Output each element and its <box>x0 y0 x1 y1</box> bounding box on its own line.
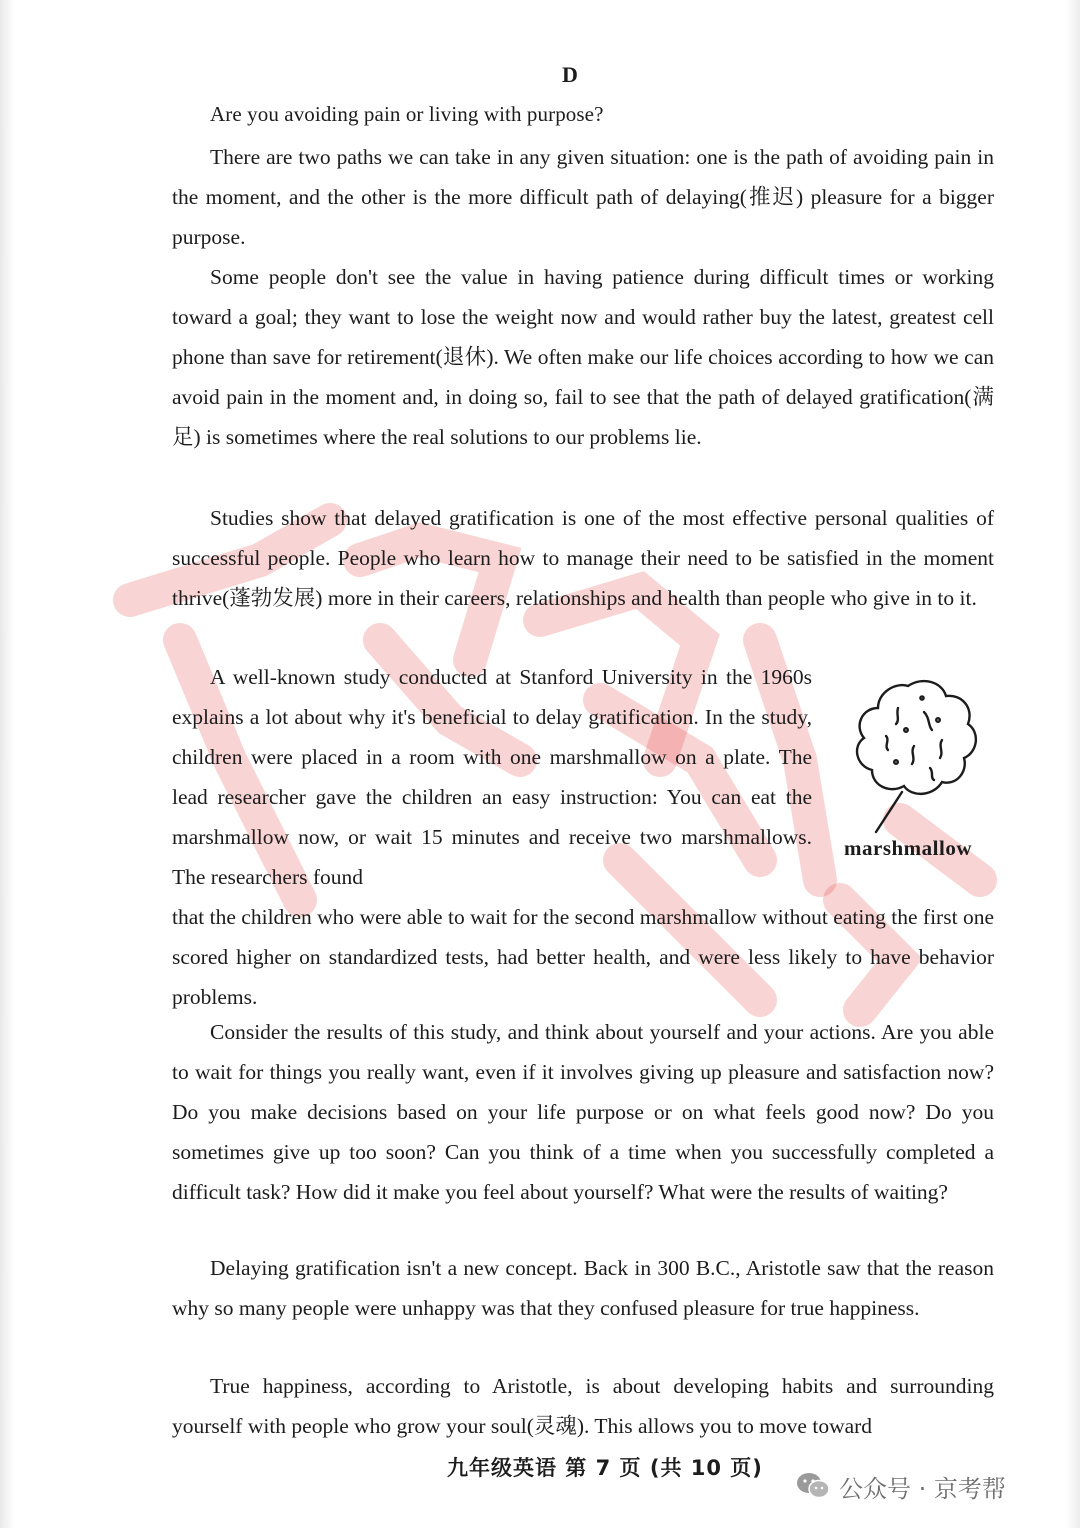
page-footer: 九年级英语 第 7 页 (共 10 页) <box>447 1456 763 1480</box>
paragraph-2: Some people don't see the value in having patience during difficult times or working toward a goal; they want to lose the weight now and would rather buy the latest, greatest cell phone than save for retirement(退休). We often make our life choices according to how we can avoid pain in the moment and, in doing so, fail to see that the path of delayed gratification(满足) is sometimes where the real solutions to our problems lie. <box>172 265 994 449</box>
marshmallow-icon <box>838 668 988 858</box>
wechat-icon <box>795 1471 831 1501</box>
paragraph-6: Delaying gratification isn't a new concept. Back in 300 B.C., Aristotle saw that the reason why so many people were unhappy was that they confused pleasure for true happiness. <box>172 1256 994 1320</box>
paragraph-7: True happiness, according to Aristotle, is about developing habits and surrounding yourself with people who grow your soul(灵魂). This allows you to move toward <box>172 1374 994 1438</box>
paragraph-4-narrow: A well-known study conducted at Stanford University in the 1960s explains a lot about why it's beneficial to delay gratification. In the study, children were placed in a room with one marshmallow on a plate. The lead researcher gave the children an easy instruction: You can eat the marshmallow now, or wait 15 minutes and receive two marshmallows. The researchers found <box>172 665 812 889</box>
paragraph-5: Consider the results of this study, and think about yourself and your actions. Are you able to wait for things you really want, even if it involves giving up pleasure and satisfaction now? Do you make decisions based on your life purpose or on what feels good now? Do you sometimes give up too soon? Can you think of a time when you successfully completed a difficult task? How did it make you feel about yourself? What were the results of waiting? <box>172 1020 994 1204</box>
paragraph-4-wide: that the children who were able to wait for the second marshmallow without eating the first one scored higher on standardized tests, had better health, and were less likely to have behavior problems. <box>172 905 994 1009</box>
passage-question: Are you avoiding pain or living with purpose? <box>210 102 604 126</box>
section-letter: D <box>562 62 578 87</box>
wechat-account-label: 公众号 · 京考帮 <box>839 1474 1006 1503</box>
paragraph-3: Studies show that delayed gratification is one of the most effective personal qualities of successful people. People who learn how to manage their need to be satisfied in the moment thrive(蓬勃发展) more in their careers, relationships and health than people who give in to it. <box>172 506 994 610</box>
scan-edge-left <box>0 0 14 1528</box>
scan-edge-right <box>1066 0 1080 1528</box>
figure-caption: marshmallow <box>844 836 972 860</box>
paragraph-1: There are two paths we can take in any given situation: one is the path of avoiding pain in the moment, and the other is the more difficult path of delaying(推迟) pleasure for a bigger purpose. <box>172 145 994 249</box>
wechat-account-watermark <box>795 1466 1006 1506</box>
